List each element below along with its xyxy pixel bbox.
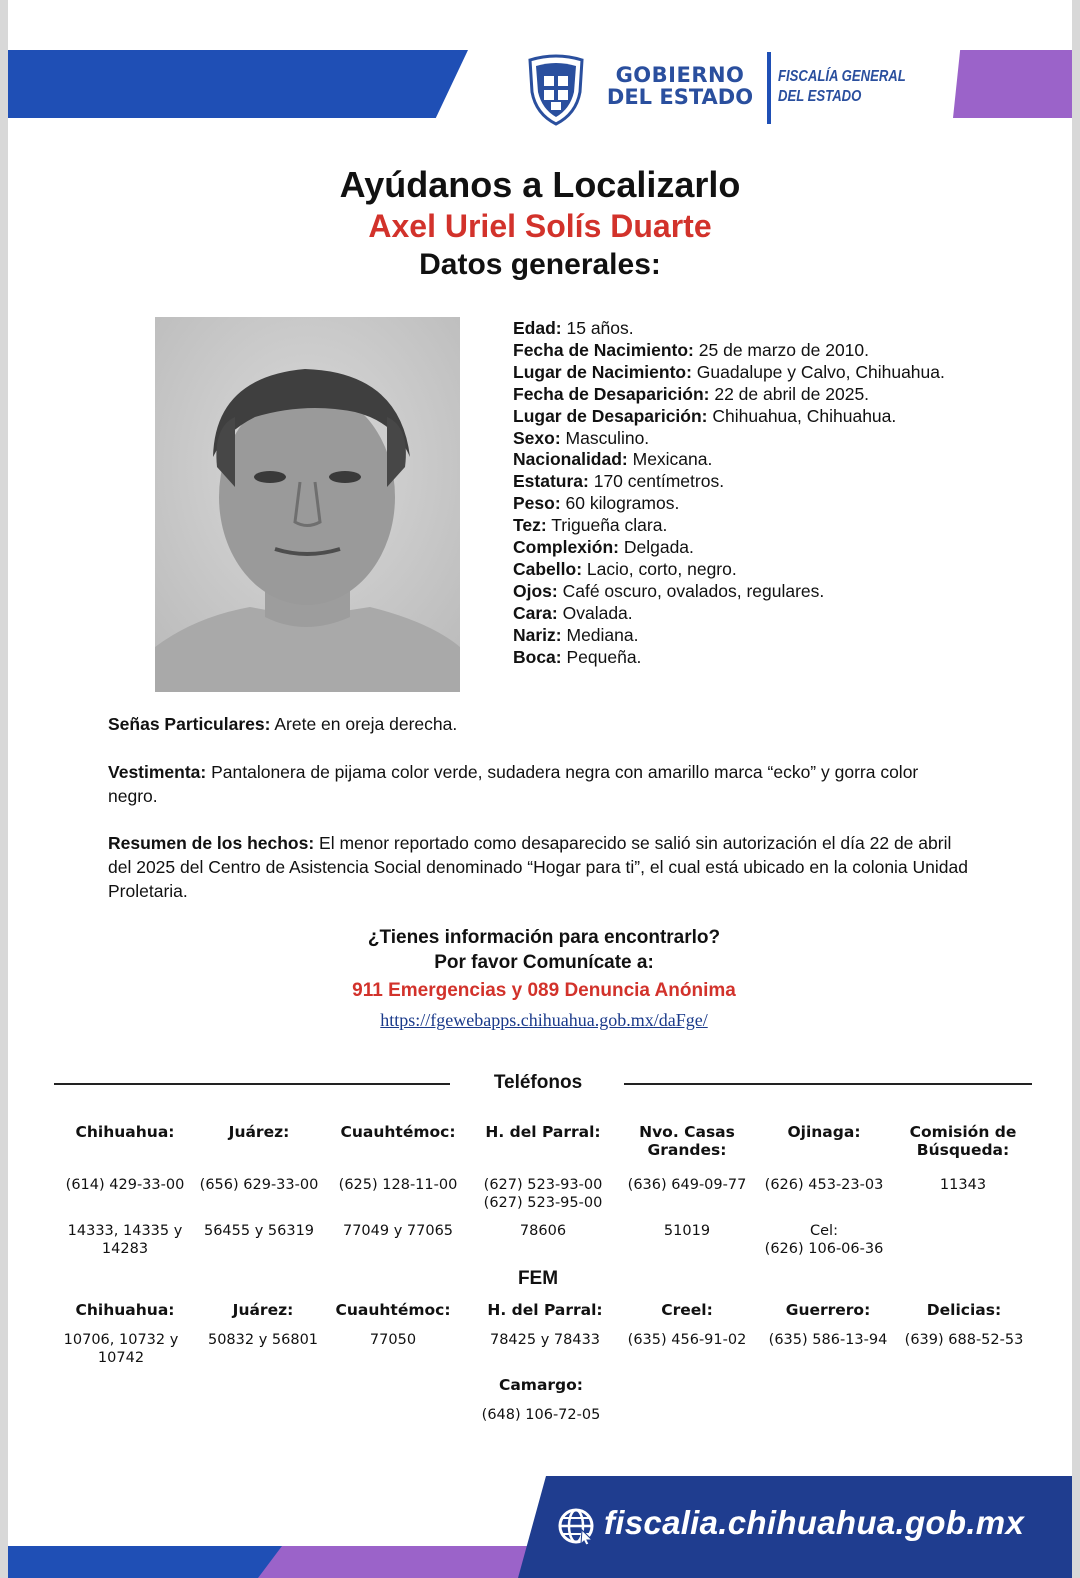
general-data-list xyxy=(513,318,973,669)
fiscalia-line1: FISCALÍA GENERAL xyxy=(778,68,906,85)
resumen-hechos: Resumen de los hechos: El menor reportado como desaparecido se salió sin autorización el día 22 de abril del 2025 del Centro de Asistencia Social denominado “Hogar para ti”, el cual está ubicado en la colonia Unidad Proletaria. xyxy=(108,833,968,901)
footer-blue-band xyxy=(8,1546,298,1578)
tel-chihuahua-1: (614) 429-33-00 xyxy=(65,1177,185,1193)
fact-estatura: Estatura: 170 centímetros. xyxy=(513,471,725,492)
tel-header-parral: H. del Parral: xyxy=(485,1123,601,1141)
header-divider xyxy=(767,52,771,124)
tel-casas-grandes-2: 51019 xyxy=(663,1223,711,1239)
fact-ojos: Ojos: Café oscuro, ovalados, regulares. xyxy=(513,580,825,601)
tel-juarez-2: 56455 y 56319 xyxy=(203,1223,315,1239)
divider-left xyxy=(54,1083,450,1085)
fem-delicias: (639) 688-52-53 xyxy=(904,1332,1024,1348)
fem-header-juarez: Juárez: xyxy=(232,1301,294,1319)
please-contact: Por favor Comunícate a: xyxy=(434,952,654,973)
person-photo xyxy=(155,317,460,692)
fact-cabello: Cabello: Lacio, corto, negro. xyxy=(513,558,737,579)
tel-ojinaga-1: (626) 453-23-03 xyxy=(764,1177,884,1193)
vestimenta: Vestimenta: Pantalonera de pijama color verde, sudadera negra con amarillo marca “ecko” y gorra color negro. xyxy=(108,762,919,806)
fem-camargo: (648) 106-72-05 xyxy=(481,1407,601,1423)
state-shield-logo xyxy=(524,52,588,126)
tel-header-cuauhtemoc: Cuauhtémoc: xyxy=(340,1123,456,1141)
fem-guerrero: (635) 586-13-94 xyxy=(768,1332,888,1348)
fact-lugar-desaparicion: Lugar de Desaparición: Chihuahua, Chihuahua. xyxy=(513,405,897,426)
gobierno-line2: DEL ESTADO xyxy=(606,85,754,109)
fem-header-delicias: Delicias: xyxy=(926,1301,1002,1319)
header-purple-band xyxy=(953,50,1072,118)
tel-header-comision: Comisión de Búsqueda: xyxy=(909,1123,1017,1159)
poster-heading: Ayúdanos a Localizarlo xyxy=(339,164,741,205)
fact-tez: Tez: Trigueña clara. xyxy=(513,515,668,536)
fact-fecha-nacimiento: Fecha de Nacimiento: 25 de marzo de 2010. xyxy=(513,339,870,360)
tel-chihuahua-2: 14333, 14335 y 14283 xyxy=(67,1223,183,1257)
fact-boca: Boca: Pequeña. xyxy=(513,646,642,667)
fem-juarez: 50832 y 56801 xyxy=(207,1332,319,1348)
fact-fecha-desaparicion: Fecha de Desaparición: 22 de abril de 2025. xyxy=(513,383,870,404)
fem-header-creel: Creel: xyxy=(661,1301,713,1319)
fem-header-chihuahua: Chihuahua: xyxy=(75,1301,175,1319)
fem-parral: 78425 y 78433 xyxy=(489,1332,601,1348)
tel-casas-grandes-1: (636) 649-09-77 xyxy=(627,1177,747,1193)
tel-parral-1: (627) 523-93-00 (627) 523-95-00 xyxy=(483,1177,603,1211)
fact-nacionalidad: Nacionalidad: Mexicana. xyxy=(513,449,713,470)
tel-header-casas-grandes: Nvo. Casas Grandes: xyxy=(639,1123,735,1159)
missing-person-poster xyxy=(8,0,1072,1578)
globe-icon xyxy=(556,1506,596,1546)
fem-header-parral: H. del Parral: xyxy=(487,1301,603,1319)
gobierno-line1: GOBIERNO xyxy=(615,63,745,87)
divider-right xyxy=(624,1083,1032,1085)
fiscalia-line2: DEL ESTADO xyxy=(778,88,862,105)
senas-particulares: Señas Particulares: Arete en oreja derecha. xyxy=(108,714,458,734)
fact-lugar-nacimiento: Lugar de Nacimiento: Guadalupe y Calvo, Chihuahua. xyxy=(513,361,945,382)
fem-header-guerrero: Guerrero: xyxy=(785,1301,871,1319)
fem-header-camargo: Camargo: xyxy=(498,1376,584,1394)
tel-juarez-1: (656) 629-33-00 xyxy=(199,1177,319,1193)
fact-peso: Peso: 60 kilogramos. xyxy=(513,493,680,514)
portrait-illustration xyxy=(155,317,460,692)
fact-sexo: Sexo: Masculino. xyxy=(513,427,650,448)
header-blue-band xyxy=(8,50,468,118)
fact-nariz: Nariz: Mediana. xyxy=(513,624,639,645)
fem-header-cuauhtemoc: Cuauhtémoc: xyxy=(335,1301,451,1319)
fem-creel: (635) 456-91-02 xyxy=(627,1332,747,1348)
tel-comision-1: 11343 xyxy=(939,1177,987,1193)
footer-purple-band xyxy=(258,1546,558,1578)
emergency-numbers: 911 Emergencias y 089 Denuncia Anónima xyxy=(352,980,736,1001)
info-question: ¿Tienes información para encontrarlo? xyxy=(367,927,721,948)
fem-chihuahua: 10706, 10732 y 10742 xyxy=(63,1332,179,1366)
tel-header-chihuahua: Chihuahua: xyxy=(75,1123,175,1141)
person-name: Axel Uriel Solís Duarte xyxy=(368,208,712,244)
tel-header-ojinaga: Ojinaga: xyxy=(787,1123,861,1141)
tel-cuauhtemoc-1: (625) 128-11-00 xyxy=(338,1177,458,1193)
section-title: Datos generales: xyxy=(419,248,661,281)
telefonos-title: Teléfonos xyxy=(493,1072,583,1093)
fem-title: FEM xyxy=(517,1268,559,1289)
fact-cara: Cara: Ovalada. xyxy=(513,602,633,623)
tel-parral-2: 78606 xyxy=(519,1223,567,1239)
tel-cuauhtemoc-2: 77049 y 77065 xyxy=(342,1223,454,1239)
tel-header-juarez: Juárez: xyxy=(228,1123,290,1141)
fem-cuauhtemoc: 77050 xyxy=(369,1332,417,1348)
report-link[interactable]: https://fgewebapps.chihuahua.gob.mx/daFge/ xyxy=(380,1010,708,1030)
fact-edad: Edad: 15 años. xyxy=(513,318,634,338)
tel-ojinaga-2: Cel: (626) 106-06-36 xyxy=(764,1223,884,1257)
website-url[interactable]: fiscalia.chihuahua.gob.mx xyxy=(604,1504,1025,1541)
fact-complexion: Complexión: Delgada. xyxy=(513,537,694,558)
